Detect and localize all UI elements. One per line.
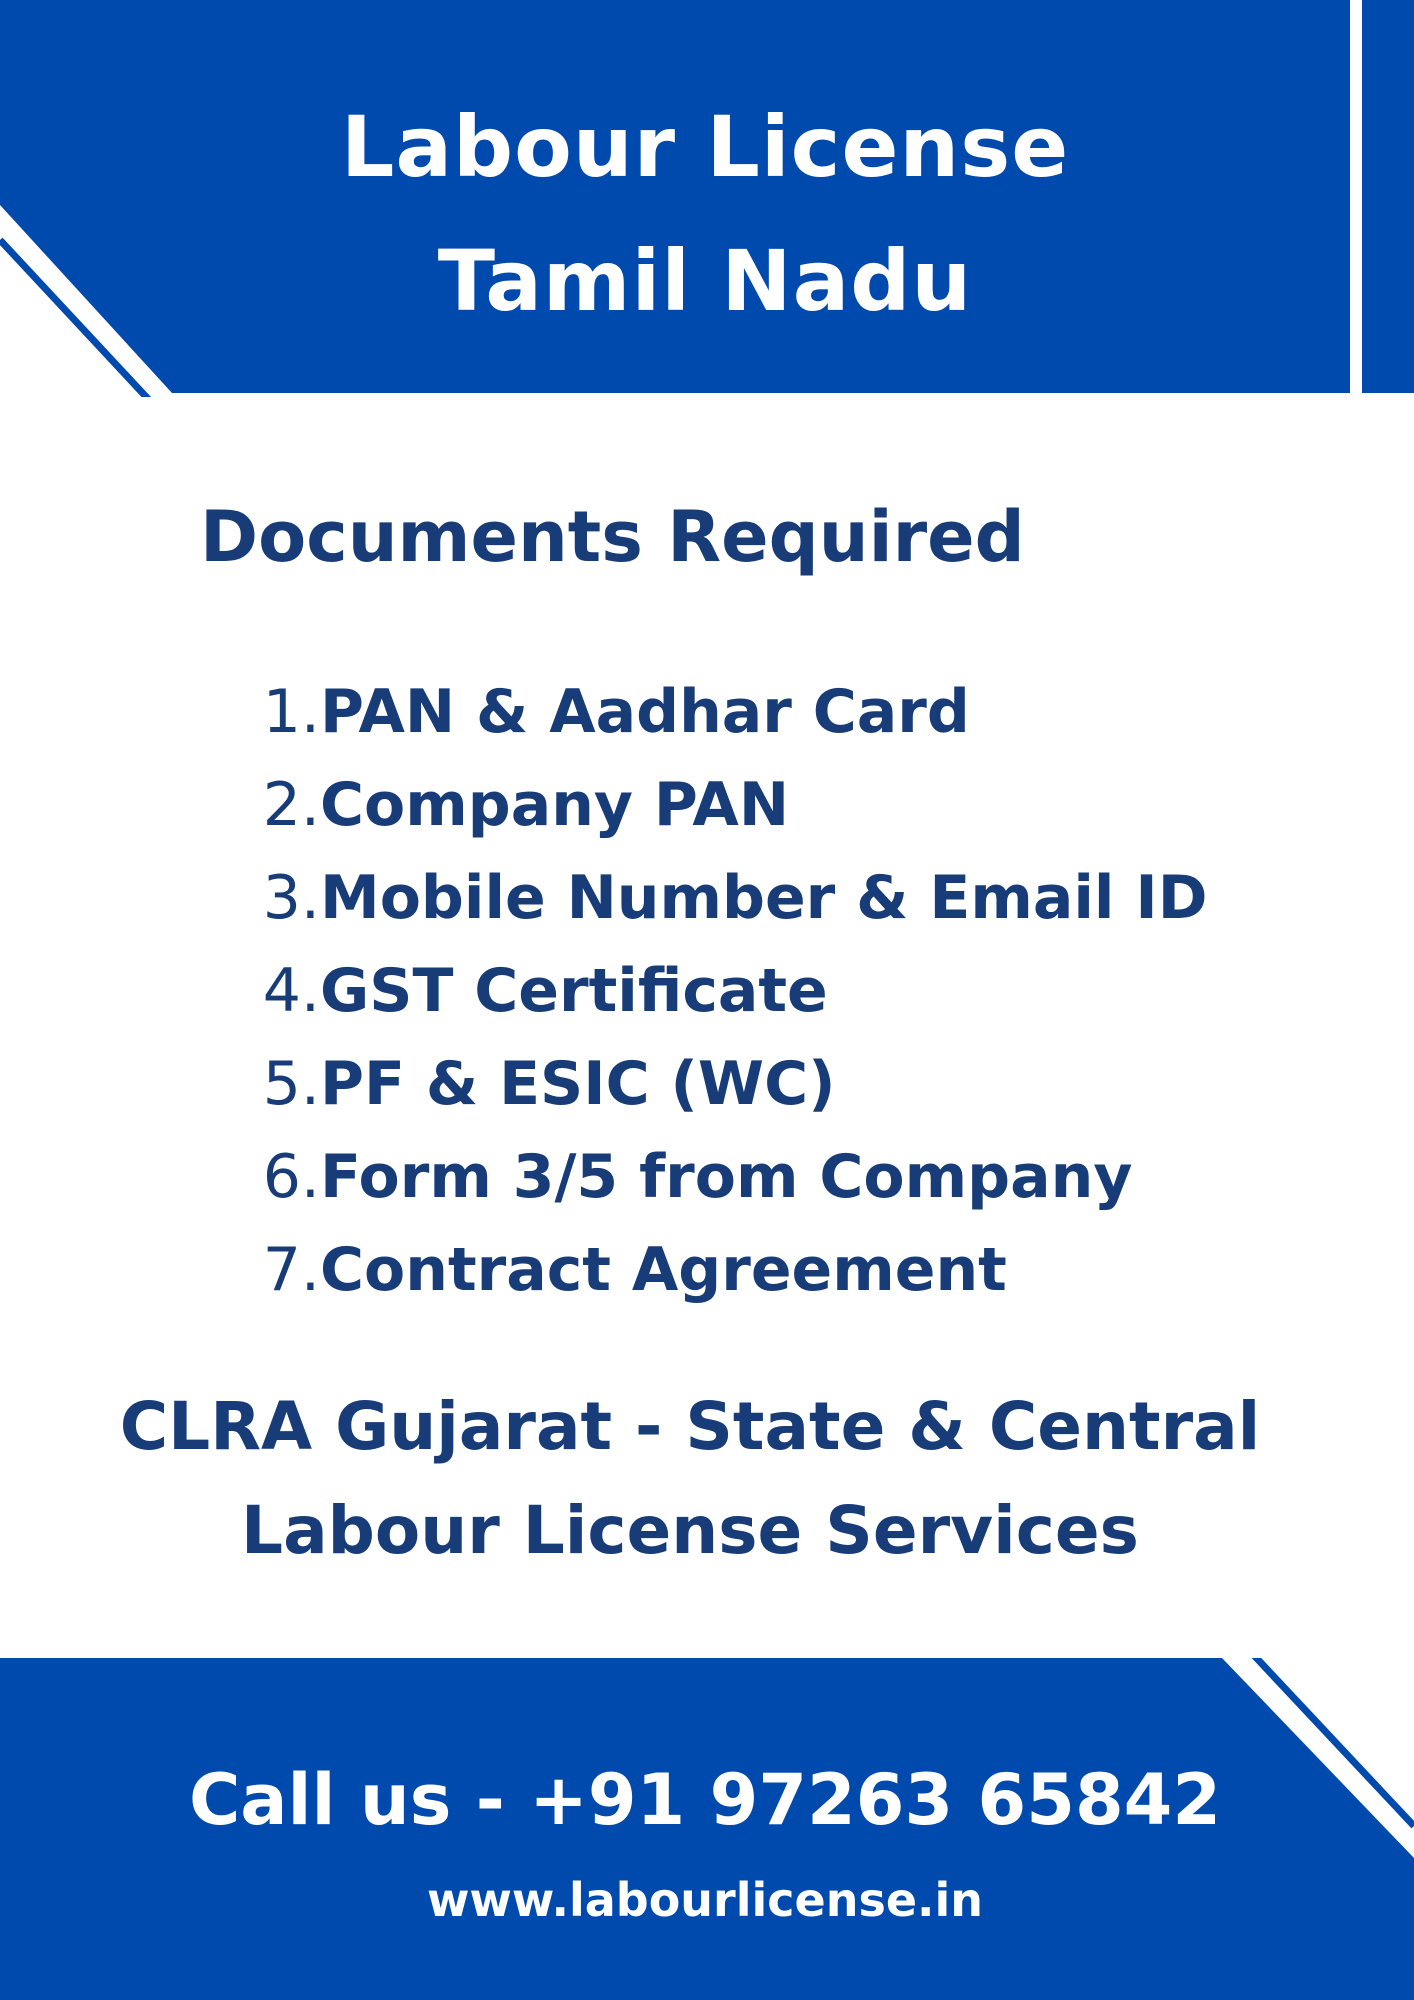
item-label: Mobile Number & Email ID	[320, 862, 1208, 933]
item-label: PAN & Aadhar Card	[320, 676, 970, 747]
item-label: Contract Agreement	[320, 1234, 1007, 1305]
item-label: PF & ESIC (WC)	[320, 1048, 836, 1119]
item-number: 6.	[262, 1141, 320, 1212]
item-label: GST Certificate	[320, 955, 828, 1026]
title-line-2: Tamil Nadu	[437, 232, 973, 330]
item-number: 2.	[262, 769, 320, 840]
call-us-text: Call us - +91 97263 65842	[188, 1759, 1222, 1841]
item-number: 4.	[262, 955, 320, 1026]
item-number: 3.	[262, 862, 320, 933]
services-line-1: CLRA Gujarat - State & Central	[119, 1388, 1261, 1465]
documents-heading: Documents Required	[200, 496, 1025, 578]
title-line-1: Labour License	[340, 98, 1070, 196]
list-item	[250, 1223, 1208, 1316]
list-item	[250, 665, 1208, 758]
list-item	[250, 1130, 1208, 1223]
item-number: 5.	[262, 1048, 320, 1119]
page-title	[150, 80, 1260, 348]
services-statement	[80, 1375, 1300, 1583]
header-side-strip	[1362, 0, 1414, 393]
documents-list	[250, 665, 1208, 1316]
services-line-2: Labour License Services	[241, 1492, 1139, 1569]
website-link[interactable]: www.labourlicense.in	[426, 1873, 984, 1927]
item-number: 1.	[262, 676, 320, 747]
item-label: Company PAN	[320, 769, 790, 840]
item-label: Form 3/5 from Company	[320, 1141, 1133, 1212]
item-number: 7.	[262, 1234, 320, 1305]
list-item	[250, 851, 1208, 944]
list-item	[250, 944, 1208, 1037]
list-item	[250, 758, 1208, 851]
list-item	[250, 1037, 1208, 1130]
